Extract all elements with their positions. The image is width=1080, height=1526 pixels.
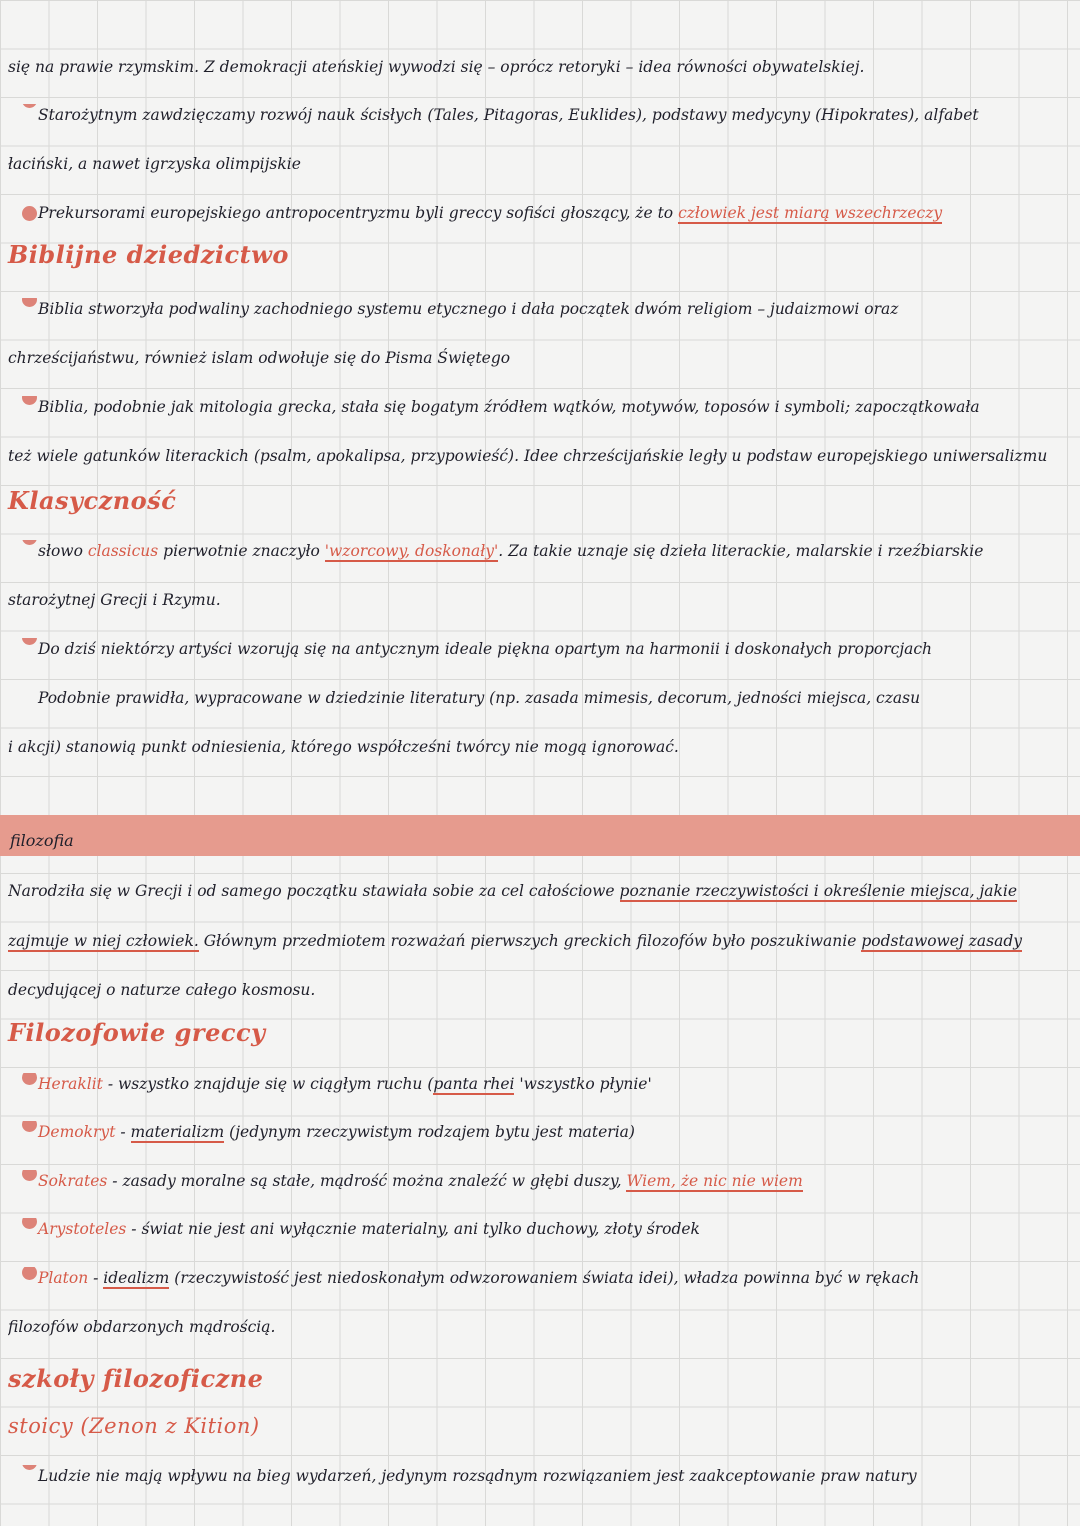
line-text: starożytnej Grecji i Rzymu. — [8, 591, 221, 609]
text-line — [8, 347, 1066, 369]
line-text: słowo — [38, 542, 88, 560]
bullet-item — [8, 298, 1066, 320]
line-text: Biblia, podobnie jak mitologia grecka, stała się bogatym źródłem wątków, motywów, toposów i symboli; zapoczątkowała — [38, 398, 980, 416]
philosopher-name: Demokryt — [38, 1123, 116, 1141]
line-text: się na prawie rzymskim. Z demokracji ateńskiej wywodzi się – oprócz retoryki – idea równości obywatelskiej. — [8, 58, 865, 76]
bullet-dot — [22, 104, 37, 108]
line-text: Starożytnym zawdzięczamy rozwój nauk ścisłych (Tales, Pitagoras, Euklides), podstawy medycyny (Hipokrates), alfabet — [38, 106, 979, 124]
bullet-item — [8, 638, 1066, 660]
underlined-phrase: podstawowej zasady — [861, 932, 1022, 950]
line-text: - świat nie jest ani wyłącznie materialny, ani tylko duchowy, złoty środek — [126, 1220, 700, 1238]
line-text: pierwotnie znaczyło — [158, 542, 325, 560]
philosopher-name: Platon — [38, 1269, 89, 1287]
philosopher-name: Sokrates — [38, 1172, 108, 1190]
bullet-item — [8, 540, 1066, 562]
line-text: też wiele gatunków literackich (psalm, apokalipsa, przypowieść). Idee chrześcijańskie legły u podstaw europejskiego uniwersalizmu — [8, 447, 1048, 465]
section-heading-biblical: Biblijne dziedzictwo — [8, 240, 289, 269]
quote-phrase: Wiem, że nic nie wiem — [626, 1172, 803, 1190]
line-text: Narodziła się w Grecji i od samego początku stawiała sobie za cel całościowe — [8, 882, 620, 900]
philosopher-item — [8, 1170, 1066, 1192]
text-line — [8, 736, 1066, 758]
line-text: - zasady moralne są stałe, mądrość można znaleźć w głębi duszy, — [107, 1172, 627, 1190]
underlined-phrase: idealizm — [103, 1269, 170, 1287]
text-line — [8, 589, 1066, 611]
bullet-dot — [22, 1073, 37, 1085]
line-text: Głównym przedmiotem rozważań pierwszych greckich filozofów było poszukiwanie — [198, 932, 862, 950]
bullet-item — [8, 396, 1066, 418]
text-line — [8, 1316, 1066, 1338]
text-line — [8, 445, 1066, 467]
line-text: i akcji) stanowią punkt odniesienia, którego współcześni twórcy nie mogą ignorować. — [8, 738, 679, 756]
philosopher-item — [8, 1267, 1066, 1289]
bullet-item — [8, 202, 1066, 224]
bullet-item — [8, 104, 1066, 126]
text-line — [8, 880, 1066, 902]
section-heading-classicism: Klasyczność — [8, 486, 177, 515]
section-band-philosophy — [0, 815, 1080, 856]
underlined-phrase: zajmuje w niej człowiek. — [8, 932, 199, 950]
line-text: Do dziś niektórzy artyści wzorują się na antycznym ideale piękna opartym na harmonii i doskonałych proporcjach — [38, 640, 933, 658]
bullet-dot — [22, 1170, 37, 1181]
line-text: . Za takie uznaje się dzieła literackie, malarskie i rzeźbiarskie — [498, 542, 984, 560]
section-heading-greek-philosophers: Filozofowie greccy — [8, 1018, 266, 1047]
bullet-dot — [22, 638, 37, 645]
line-text: (jedynym rzeczywistym rodzajem bytu jest materia) — [224, 1123, 635, 1141]
bullet-dot — [22, 1267, 37, 1280]
line-text: decydującej o naturze całego kosmosu. — [8, 981, 316, 999]
underlined-phrase: panta rhei — [433, 1075, 515, 1093]
highlighted-phrase: człowiek jest miarą wszechrzeczy — [678, 204, 943, 222]
underlined-phrase: materializm — [130, 1123, 225, 1141]
line-text: Ludzie nie mają wpływu na bieg wydarzeń, jedynym rozsądnym rozwiązaniem jest zaakceptowanie praw natury — [38, 1467, 917, 1485]
philosopher-name: Heraklit — [38, 1075, 103, 1093]
philosopher-item — [8, 1121, 1066, 1143]
line-text: - — [115, 1123, 131, 1141]
underlined-phrase: poznanie rzeczywistości i określenie miejsca, jakie — [619, 882, 1018, 900]
line-text: chrześcijaństwu, również islam odwołuje się do Pisma Świętego — [8, 349, 511, 367]
text-line — [8, 56, 1066, 78]
line-text: łaciński, a nawet igrzyska olimpijskie — [8, 155, 301, 173]
text-line — [8, 979, 1066, 1001]
bullet-item — [8, 687, 1066, 709]
bullet-dot — [22, 298, 37, 307]
bullet-dot — [22, 540, 37, 545]
bullet-dot — [22, 1121, 37, 1132]
philosopher-item — [8, 1218, 1066, 1240]
line-text: filozofów obdarzonych mądrością. — [8, 1318, 276, 1336]
line-text: 'wszystko płynie' — [514, 1075, 652, 1093]
bullet-dot — [22, 1465, 37, 1470]
bullet-dot — [22, 396, 37, 405]
subheading-stoics: stoicy (Zenon z Kition) — [8, 1414, 260, 1438]
term-classicus: classicus — [87, 542, 159, 560]
bullet-dot — [22, 206, 37, 221]
text-line — [8, 930, 1066, 952]
line-text: Prekursorami europejskiego antropocentryzmu byli greccy sofiści głoszący, że to — [38, 204, 679, 222]
philosopher-item — [8, 1073, 1066, 1095]
line-text: - wszystko znajduje się w ciągłym ruchu ( — [102, 1075, 434, 1093]
bullet-item — [8, 1465, 1066, 1487]
line-text: (rzeczywistość jest niedoskonałym odwzorowaniem świata idei), władza powinna być w rękach — [169, 1269, 920, 1287]
bullet-dot — [22, 1218, 37, 1229]
line-text: - — [88, 1269, 104, 1287]
line-text: Biblia stworzyła podwaliny zachodniego systemu etycznego i dała początek dwóm religiom – judaizmowi oraz — [38, 300, 899, 318]
definition-quote: 'wzorcowy, doskonały' — [324, 542, 499, 560]
section-heading-schools: szkoły filozoficzne — [8, 1364, 264, 1393]
philosopher-name: Arystoteles — [38, 1220, 127, 1238]
text-line — [8, 153, 1066, 175]
line-text: Podobnie prawidła, wypracowane w dziedzinie literatury (np. zasada mimesis, decorum, jedności miejsca, czasu — [38, 689, 921, 707]
band-label: filozofia — [10, 831, 74, 850]
